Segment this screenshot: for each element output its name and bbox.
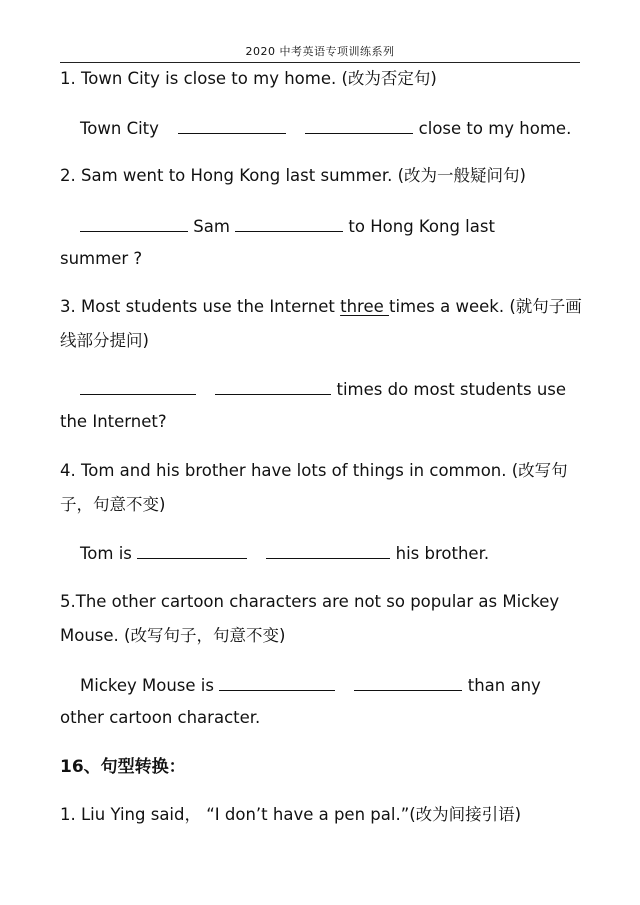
question-5-prompt-cont: Mouse. (改写句子，句意不变) [60,626,286,645]
answer-blank[interactable] [266,542,390,559]
question-5-answer-pre: Mickey Mouse is [80,676,214,695]
answer-blank[interactable] [215,378,331,395]
answer-blank[interactable] [80,378,196,395]
question-2-answer-line [80,215,495,238]
page-header: 2020 中考英语专项训练系列 [60,44,580,63]
question-3-prompt [60,296,582,318]
question-4-prompt: 4. Tom and his brother have lots of things in common. (改写句 [60,461,568,480]
question-2-answer-post: to Hong Kong last [348,217,495,236]
question-3-underlined-word: three [340,297,389,316]
answer-blank[interactable] [137,542,247,559]
answer-blank[interactable] [235,215,343,232]
question-3-prompt-pre: 3. Most students use the Internet [60,297,341,316]
question-1-answer-line [80,117,571,140]
question-4-answer-pre: Tom is [80,544,132,563]
question-5-answer-post: than any [467,676,541,695]
question-4-answer-post: his brother. [395,544,490,563]
question-2-answer-cont: summer ? [60,249,143,268]
answer-blank[interactable] [80,215,188,232]
question-3-answer-line [80,378,566,401]
question-4-prompt-cont: 子，句意不变) [60,495,166,514]
question-3-prompt-cont: 线部分提问) [60,331,149,350]
answer-blank[interactable] [219,674,335,691]
question-1-answer-post: close to my home. [418,119,572,138]
question-5-answer-line [80,674,541,697]
question-2-prompt: 2. Sam went to Hong Kong last summer. (改为一般疑问句) [60,166,526,185]
question-5-prompt: 5.The other cartoon characters are not so popular as Mickey [60,592,560,611]
answer-blank[interactable] [354,674,462,691]
question-1-prompt: 1. Town City is close to my home. (改为否定句) [60,69,437,88]
question-3-prompt-post: times a week. (就句子画 [389,297,582,316]
answer-blank[interactable] [178,117,286,134]
answer-blank[interactable] [305,117,413,134]
question-3-answer-cont: the Internet? [60,412,167,431]
question-1-answer-pre: Town City [80,119,159,138]
section-16-question-1-prompt: 1. Liu Ying said， “I don’t have a pen pal.”(改为间接引语) [60,805,522,824]
question-5-answer-cont: other cartoon character. [60,708,261,727]
question-2-answer-mid: Sam [193,217,230,236]
question-4-answer-line [80,542,489,565]
question-3-answer-post: times do most students use [336,380,567,399]
section-title: 16、句型转换： [60,757,186,777]
